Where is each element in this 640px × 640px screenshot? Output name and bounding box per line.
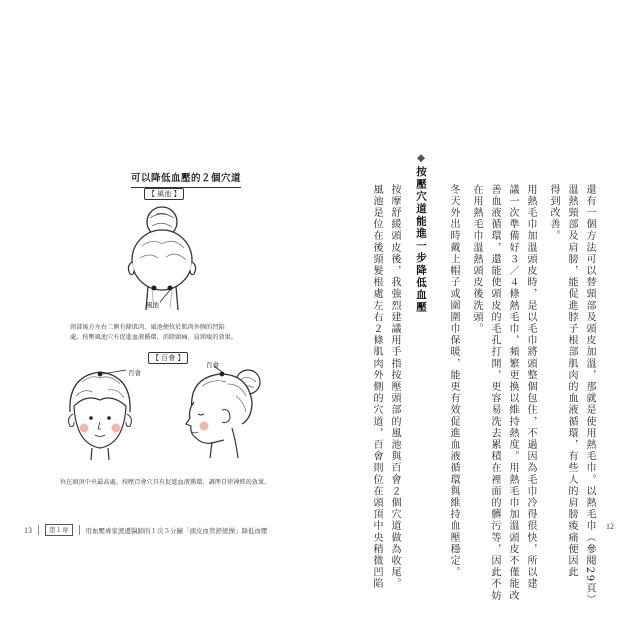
- section-heading-text: 按壓穴道能進一步降低血壓: [415, 165, 427, 314]
- section-heading: [414, 152, 428, 313]
- figure-title: [96, 170, 276, 188]
- fengchi-callout-text: 風池: [146, 301, 159, 309]
- right-page-number: 12: [606, 522, 614, 531]
- fengchi-caption: [70, 323, 237, 343]
- paragraph-3-line-1: 冬天外出時戴上帽子或圍圍巾保暖，能更有效促進血液循環與維持血壓穩定。: [448, 184, 459, 579]
- paragraph-4-line-2: 風池是位在後頸髮根處左右２條肌肉外側的穴道，百會則位在頭頂中央稍微凹陷: [371, 184, 382, 590]
- heading-diamond-icon: ◆: [415, 152, 427, 166]
- baihui-callout-side: [206, 360, 219, 369]
- paragraph-2-line-4: 在用熱毛巾溫熱頭皮後洗頭。: [471, 184, 482, 335]
- paragraph-4-line-1: 按摩舒緩頭皮後，我強烈建議用手指按壓頭部的風池與百會２個穴道做為收尾。: [389, 184, 400, 590]
- paragraph-2-line-3: 善血液循環，還能使頭皮的毛孔打開，更容易洗去累積在裡面的髒污等，因此不妨: [489, 184, 500, 602]
- baihui-callout-front: [128, 368, 141, 377]
- paragraph-1-line-2: 溫熱頸部及肩膀，能促進脖子根部肌肉的血液循環，有些人的肩膀痠痛便因此: [566, 184, 577, 579]
- chapter-label: 第１章: [45, 524, 73, 536]
- fengchi-tag-text: 風池: [157, 190, 172, 198]
- baihui-callout-side-text: 百會: [206, 361, 219, 369]
- folio-divider: [38, 525, 39, 535]
- left-folio: [24, 523, 314, 537]
- paragraph-1-line-1: 還有一個方法可以替頸部及頭皮加溫，那就是使用熱毛巾。以熱毛巾（參閱29頁）: [584, 184, 595, 606]
- baihui-callout-front-text: 百會: [128, 369, 141, 377]
- fengchi-tag: [144, 188, 184, 200]
- fengchi-callout: [146, 300, 159, 309]
- paragraph-2-line-1: 用熱毛巾加溫頭皮時，是以毛巾將頭整個包住，不過因為毛巾冷得很快，所以建: [525, 184, 536, 590]
- figure-title-text: 可以降低血壓的２個穴道: [130, 173, 241, 184]
- paragraph-1-line-3: 得到改善。: [548, 184, 559, 242]
- baihui-tag-text: 百會: [161, 354, 176, 362]
- back-of-head-illustration: [112, 202, 212, 314]
- front-face-illustration: [62, 366, 138, 462]
- folio-divider: [79, 525, 80, 535]
- left-page-number: 13: [24, 525, 32, 535]
- fengchi-caption-line-2: 處。按壓風池穴有促進血液循環、消除頭痛、肩頸痠的效果。: [70, 334, 238, 341]
- baihui-caption-line-1: 位在頭頂中央最高處。按壓百會穴具有促進血液循環，調理自律神經的效果。: [60, 479, 271, 486]
- running-title: 用血壓專家渡邊醫師的１次５分鐘「頭皮血管舒緩操」降低血壓: [85, 526, 268, 535]
- fengchi-caption-line-1: 頸部後方左右二側有條肌肉，風池便位於肌肉外側的凹陷: [70, 324, 225, 331]
- baihui-caption: [60, 478, 270, 488]
- paragraph-2-line-2: 議一次準備好３／４條熱毛巾，頻繁更換以維持熱度。用熱毛巾加溫頭皮不僅能改: [507, 184, 518, 602]
- side-face-illustration: [178, 362, 270, 462]
